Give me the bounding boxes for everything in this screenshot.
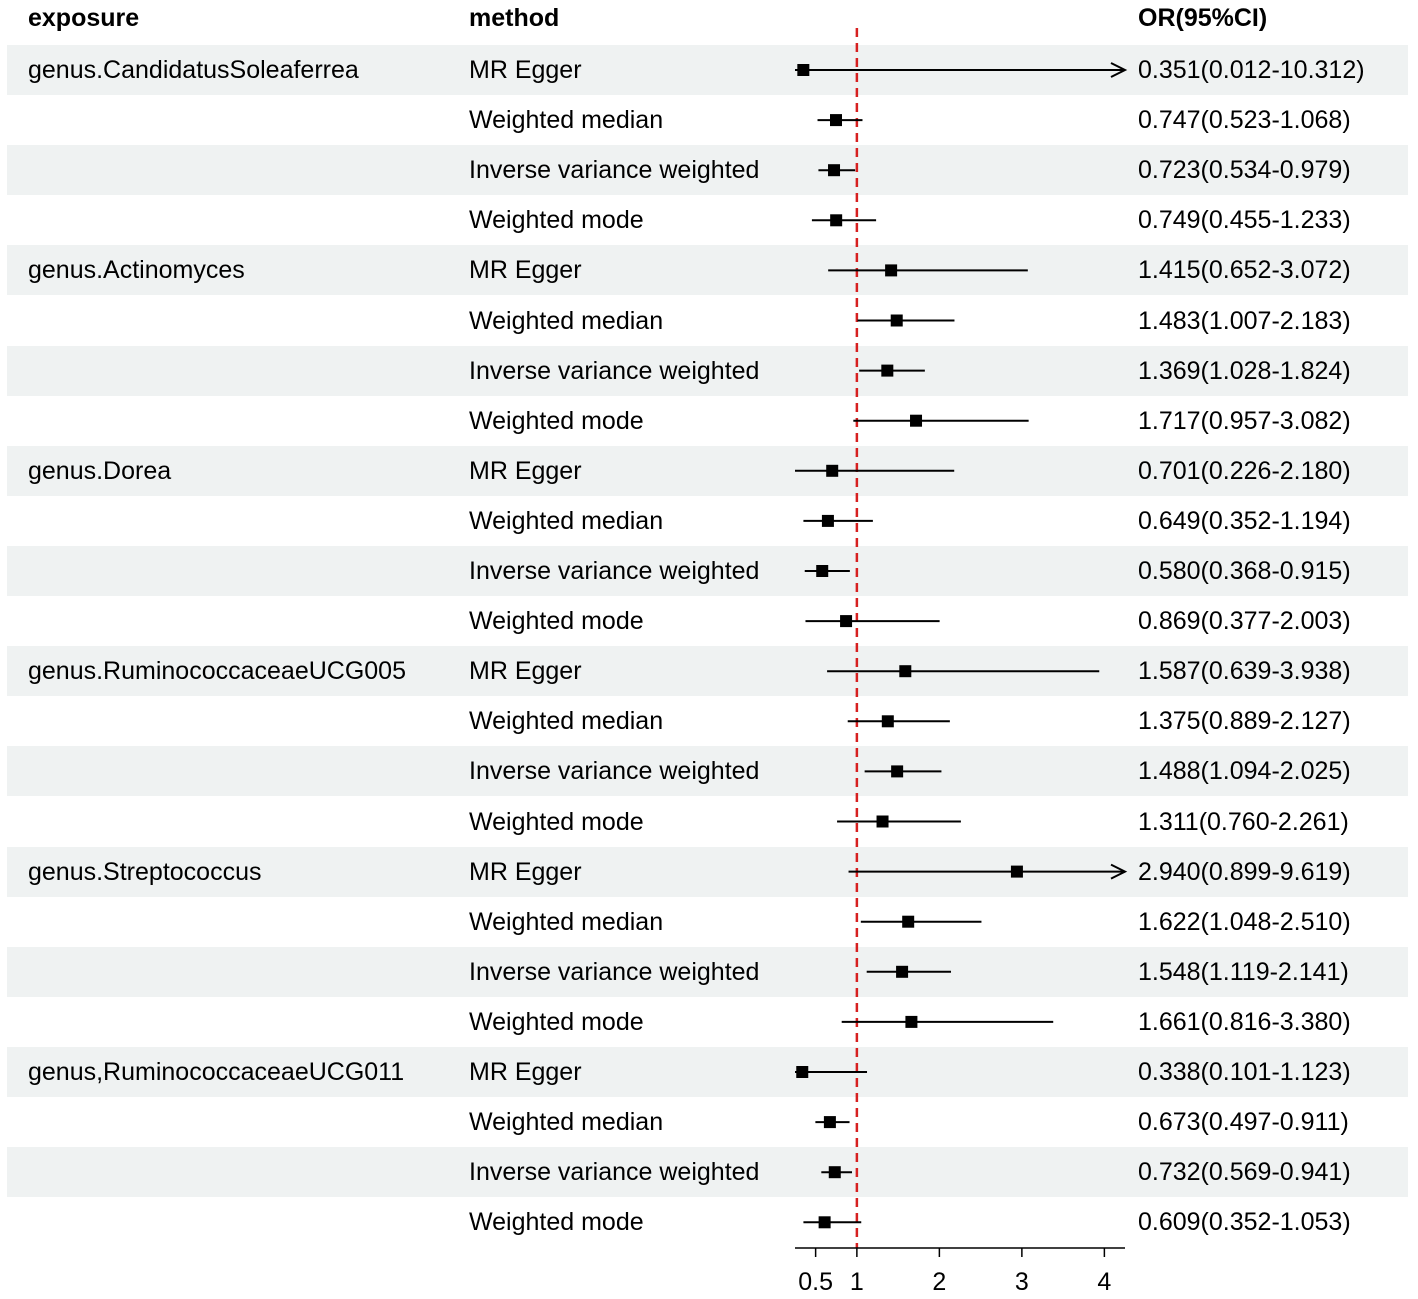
x-tick-label: 4	[1097, 1268, 1112, 1296]
or-ci-label: 0.580(0.368-0.915)	[1138, 557, 1351, 585]
or-ci-label: 0.338(0.101-1.123)	[1138, 1058, 1351, 1086]
method-label: Inverse variance weighted	[469, 156, 760, 185]
method-label: Inverse variance weighted	[469, 557, 760, 585]
point-estimate	[896, 966, 908, 978]
method-label: Weighted median	[469, 1108, 664, 1137]
method-label: Weighted median	[469, 907, 664, 936]
x-tick-label: 3	[1014, 1268, 1029, 1296]
point-estimate	[819, 1216, 831, 1228]
or-ci-label: 1.488(1.094-2.025)	[1138, 757, 1351, 786]
point-estimate	[881, 365, 893, 377]
method-label: MR Egger	[469, 1058, 582, 1086]
exposure-label: genus.Dorea	[28, 456, 172, 485]
or-ci-label: 1.717(0.957-3.082)	[1138, 406, 1351, 435]
point-estimate	[910, 415, 922, 427]
method-label: Inverse variance weighted	[469, 1158, 760, 1187]
or-ci-label: 0.749(0.455-1.233)	[1138, 206, 1351, 235]
or-ci-label: 0.351(0.012-10.312)	[1138, 56, 1365, 84]
method-label: Weighted mode	[469, 1208, 644, 1237]
or-ci-label: 2.940(0.899-9.619)	[1138, 857, 1351, 886]
or-ci-label: 0.723(0.534-0.979)	[1138, 156, 1351, 185]
x-tick-label: 1	[849, 1268, 864, 1296]
method-label: MR Egger	[469, 857, 582, 886]
method-label: Inverse variance weighted	[469, 957, 760, 986]
or-ci-label: 1.587(0.639-3.938)	[1138, 657, 1351, 686]
exposure-label: genus.Actinomyces	[28, 256, 245, 285]
exposure-label: genus.CandidatusSoleaferrea	[28, 56, 359, 84]
point-estimate	[826, 465, 838, 477]
point-estimate	[830, 114, 842, 126]
point-estimate	[796, 1066, 808, 1078]
point-estimate	[824, 1116, 836, 1128]
or-ci-label: 1.415(0.652-3.072)	[1138, 256, 1351, 285]
method-label: Weighted mode	[469, 206, 644, 235]
header-or-ci: OR(95%CI)	[1138, 4, 1268, 32]
or-ci-label: 1.375(0.889-2.127)	[1138, 707, 1351, 736]
point-estimate	[885, 264, 897, 276]
point-estimate	[829, 1166, 841, 1178]
point-estimate	[1011, 866, 1023, 878]
point-estimate	[840, 615, 852, 627]
method-label: MR Egger	[469, 256, 582, 285]
exposure-label: genus,RuminococcaceaeUCG011	[28, 1058, 405, 1086]
method-label: Weighted mode	[469, 1007, 644, 1036]
method-label: MR Egger	[469, 657, 582, 686]
method-label: Weighted median	[469, 306, 664, 335]
method-label: MR Egger	[469, 56, 582, 84]
or-ci-label: 1.661(0.816-3.380)	[1138, 1007, 1351, 1036]
exposure-label: genus.Streptococcus	[28, 857, 262, 886]
point-estimate	[905, 1016, 917, 1028]
point-estimate	[891, 765, 903, 777]
method-label: Weighted median	[469, 506, 664, 535]
or-ci-label: 1.369(1.028-1.824)	[1138, 356, 1351, 385]
method-label: Weighted mode	[469, 607, 644, 636]
header-exposure: exposure	[28, 4, 140, 32]
point-estimate	[882, 715, 894, 727]
point-estimate	[816, 565, 828, 577]
or-ci-label: 0.649(0.352-1.194)	[1138, 506, 1351, 535]
point-estimate	[822, 515, 834, 527]
or-ci-label: 1.548(1.119-2.141)	[1138, 957, 1349, 986]
point-estimate	[828, 164, 840, 176]
or-ci-label: 0.747(0.523-1.068)	[1138, 106, 1351, 135]
or-ci-label: 0.869(0.377-2.003)	[1138, 607, 1351, 636]
or-ci-label: 0.732(0.569-0.941)	[1138, 1158, 1351, 1187]
method-label: Weighted mode	[469, 807, 644, 836]
or-ci-label: 1.311(0.760-2.261)	[1138, 807, 1349, 836]
point-estimate	[902, 916, 914, 928]
x-tick-label: 2	[932, 1268, 947, 1296]
point-estimate	[899, 665, 911, 677]
method-label: Inverse variance weighted	[469, 356, 760, 385]
or-ci-label: 0.673(0.497-0.911)	[1138, 1108, 1349, 1137]
or-ci-label: 0.701(0.226-2.180)	[1138, 456, 1351, 485]
or-ci-label: 0.609(0.352-1.053)	[1138, 1208, 1351, 1237]
or-ci-label: 1.622(1.048-2.510)	[1138, 907, 1351, 936]
point-estimate	[891, 315, 903, 327]
method-label: Weighted mode	[469, 406, 644, 435]
or-ci-label: 1.483(1.007-2.183)	[1138, 306, 1351, 335]
method-label: Weighted median	[469, 106, 664, 135]
method-label: Weighted median	[469, 707, 664, 736]
point-estimate	[797, 64, 809, 76]
method-label: MR Egger	[469, 456, 582, 485]
method-label: Inverse variance weighted	[469, 757, 760, 786]
point-estimate	[830, 214, 842, 226]
x-tick-label: 0.5	[798, 1268, 834, 1296]
exposure-label: genus.RuminococcaceaeUCG005	[28, 657, 406, 686]
header-method: method	[469, 4, 560, 32]
point-estimate	[877, 816, 889, 828]
